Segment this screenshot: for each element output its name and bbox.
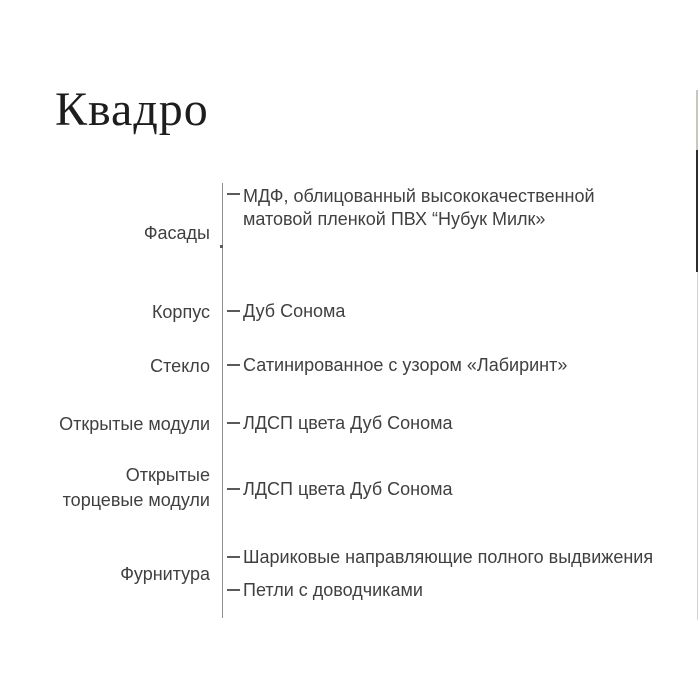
tick-dash bbox=[227, 589, 240, 591]
spec-value-open-end-modules: ЛДСП цвета Дуб Сонома bbox=[243, 479, 453, 499]
tick-dash bbox=[227, 364, 240, 366]
tick-dash bbox=[227, 422, 240, 424]
tick-dash bbox=[227, 488, 240, 490]
screen-edge-artifact-bottom bbox=[697, 272, 698, 620]
divider-dot bbox=[220, 245, 223, 248]
screen-edge-artifact-dark bbox=[696, 150, 698, 272]
spec-value-facades: МДФ, облицованный высококачественной матовой пленкой ПВХ “Нубук Милк» bbox=[243, 186, 595, 229]
spec-value-furnitura-1: Шариковые направляющие полного выдвижения bbox=[243, 547, 654, 567]
spec-label-open-end-modules: Открытые торцевые модули bbox=[62, 465, 210, 510]
spec-value-korpus: Дуб Сонома bbox=[243, 301, 346, 321]
spec-label-open-modules: Открытые модули bbox=[59, 414, 210, 434]
spec-value-furnitura-2: Петли с доводчиками bbox=[243, 580, 423, 600]
spec-value-open-modules: ЛДСП цвета Дуб Сонома bbox=[243, 413, 453, 433]
spec-label-korpus: Корпус bbox=[151, 302, 210, 322]
tick-dash bbox=[227, 193, 240, 195]
tick-dash bbox=[227, 310, 240, 312]
page-title: Квадро bbox=[55, 83, 209, 136]
spec-label-steklo: Стекло bbox=[150, 356, 210, 376]
spec-label-facades: Фасады bbox=[143, 223, 210, 243]
screen-edge-artifact-top bbox=[696, 90, 698, 152]
spec-divider-line bbox=[222, 183, 223, 618]
spec-value-steklo: Сатинированное с узором «Лабиринт» bbox=[243, 355, 568, 375]
tick-dash bbox=[227, 556, 240, 558]
spec-label-furnitura: Фурнитура bbox=[120, 564, 210, 584]
